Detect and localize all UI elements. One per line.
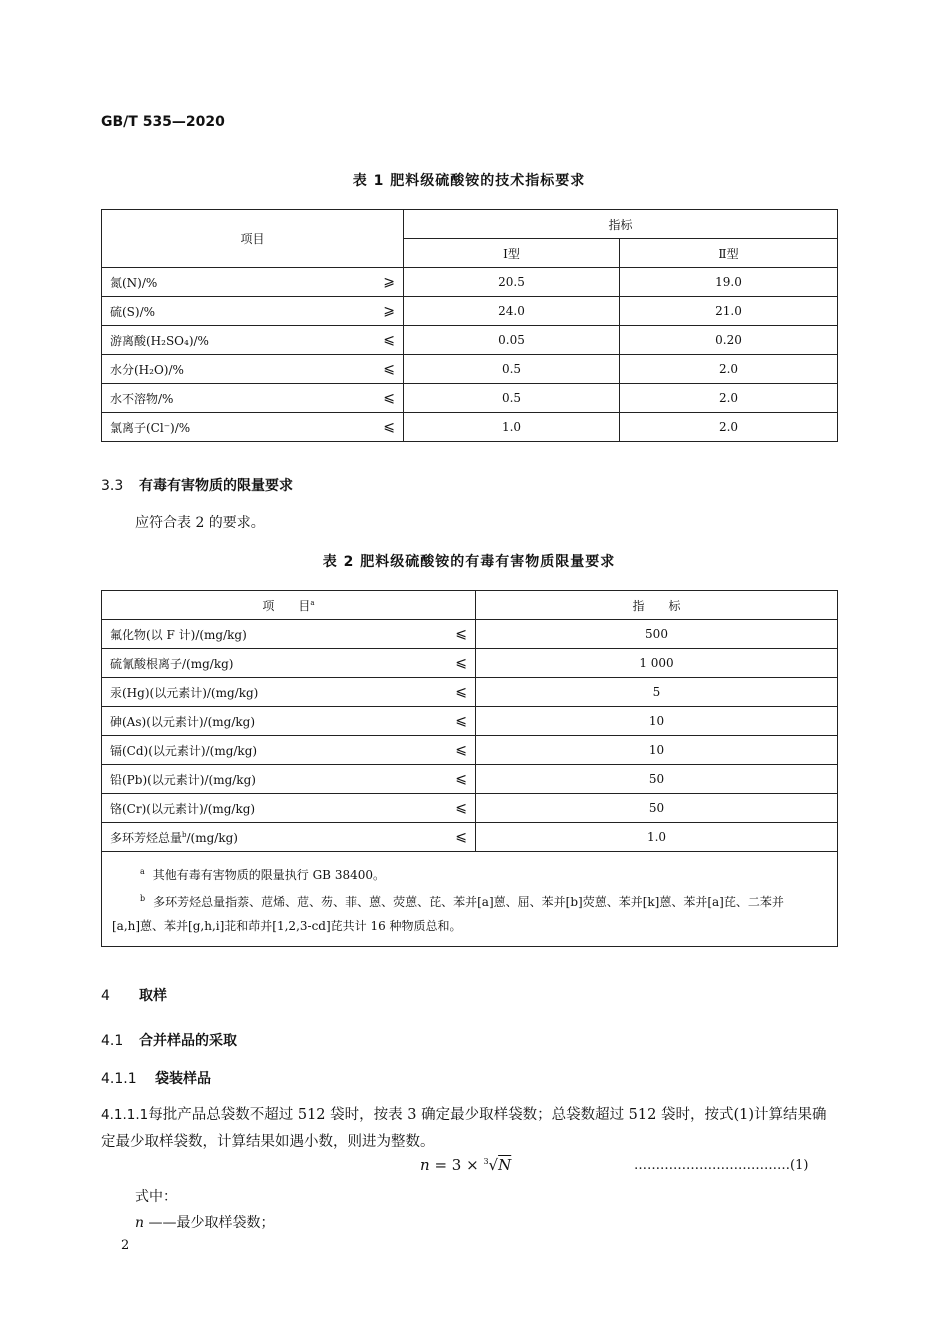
table1-row xyxy=(102,268,838,297)
section-4-heading: 4 取样 xyxy=(101,988,167,1004)
value-type2: 2.0 xyxy=(620,355,838,384)
section-3-3-heading xyxy=(101,475,293,495)
table2-head-item: 项 目$^a$ xyxy=(102,591,476,620)
row-label: 氯离子(Cl⁻)/% ⩽ xyxy=(102,413,404,442)
value-type2: 2.0 xyxy=(620,384,838,413)
comparison-sign: ⩽ xyxy=(383,361,395,377)
footnote-b: $^b$ 多环芳烃总量指萘、苊烯、苊、芴、菲、蒽、荧蒽、芘、苯并[a]蒽、屈、苯并[b]荧蒽、苯并[k]蒽、苯并[a]芘、二苯并 xyxy=(140,894,784,909)
table2-caption: 表 2 肥料级硫酸铵的有毒有害物质限量要求 xyxy=(322,554,616,570)
variable-definition: n ——最少取样袋数； xyxy=(135,1215,275,1231)
paragraph-number: 4.1.1.1 xyxy=(101,1107,149,1123)
value-type1: 1.0 xyxy=(404,413,620,442)
where-intro: 式中： xyxy=(135,1189,177,1205)
row-label: 水分(H₂O)/% ⩽ xyxy=(102,355,404,384)
value-type2: 19.0 xyxy=(620,268,838,297)
row-label: 氟化物(以 F 计)/(mg/kg) ⩽ xyxy=(102,620,476,649)
comparison-sign: ⩽ xyxy=(455,800,467,816)
formula-number: ………………………………(1) xyxy=(634,1158,809,1173)
table2-row xyxy=(102,620,838,649)
row-label: 游离酸(H₂SO₄)/% ⩽ xyxy=(102,326,404,355)
value-type2: 0.20 xyxy=(620,326,838,355)
table2-row xyxy=(102,794,838,823)
limit-value: 50 xyxy=(476,794,838,823)
section-4-1-1-heading: 4.1.1 袋装样品 xyxy=(101,1071,211,1087)
table2-row xyxy=(102,736,838,765)
footnote-mark: a xyxy=(310,598,315,607)
section-3-3-body: 应符合表 2 的要求。 xyxy=(135,515,265,531)
row-label: 硫(S)/% ⩾ xyxy=(102,297,404,326)
comparison-sign: ⩽ xyxy=(455,713,467,729)
table1-head-item: 项目 xyxy=(102,210,404,268)
table2-footnotes xyxy=(102,852,838,947)
paragraph-4-1-1-1 xyxy=(101,1102,837,1156)
limit-value: 50 xyxy=(476,765,838,794)
table1-head-type2: Ⅱ型 xyxy=(620,239,838,268)
value-type1: 0.5 xyxy=(404,384,620,413)
table1-row xyxy=(102,326,838,355)
table2-row xyxy=(102,823,838,852)
row-label: 硫氰酸根离子/(mg/kg) ⩽ xyxy=(102,649,476,678)
table1-row xyxy=(102,384,838,413)
row-label: 汞(Hg)(以元素计)/(mg/kg) ⩽ xyxy=(102,678,476,707)
row-label: 氮(N)/% ⩾ xyxy=(102,268,404,297)
limit-value: 500 xyxy=(476,620,838,649)
value-type1: 24.0 xyxy=(404,297,620,326)
value-type1: 20.5 xyxy=(404,268,620,297)
comparison-sign: ⩽ xyxy=(455,771,467,787)
row-label: 水不溶物/% ⩽ xyxy=(102,384,404,413)
page-number: 2 xyxy=(121,1238,130,1253)
section-title: 有毒有害物质的限量要求 xyxy=(139,478,293,494)
table1-head-index: 指标 xyxy=(404,210,838,239)
table2 xyxy=(101,590,838,947)
value-type1: 0.5 xyxy=(404,355,620,384)
comparison-sign: ⩽ xyxy=(455,655,467,671)
comparison-sign: ⩽ xyxy=(455,626,467,642)
table2-row xyxy=(102,707,838,736)
table1 xyxy=(101,209,838,442)
table1-caption: 表 1 肥料级硫酸铵的技术指标要求 xyxy=(352,173,586,189)
comparison-sign: ⩽ xyxy=(455,829,467,845)
comparison-sign: ⩽ xyxy=(455,742,467,758)
row-label: 铬(Cr)(以元素计)/(mg/kg) ⩽ xyxy=(102,794,476,823)
table2-row xyxy=(102,765,838,794)
comparison-sign: ⩽ xyxy=(383,332,395,348)
comparison-sign: ⩾ xyxy=(383,303,395,319)
row-label: 镉(Cd)(以元素计)/(mg/kg) ⩽ xyxy=(102,736,476,765)
footnote-b-cont: [a,h]蒽、苯并[g,h,i]苝和茚并[1,2,3-cd]芘共计 16 种物质总和。 xyxy=(112,919,462,933)
comparison-sign: ⩽ xyxy=(455,684,467,700)
footnote-a: $^a$ 其他有毒有害物质的限量执行 GB 38400。 xyxy=(140,867,385,882)
formula-1: n = 3 × $^3$√N xyxy=(420,1156,512,1174)
value-type2: 21.0 xyxy=(620,297,838,326)
comparison-sign: ⩽ xyxy=(383,390,395,406)
comparison-sign: ⩾ xyxy=(383,274,395,290)
table1-row xyxy=(102,297,838,326)
value-type2: 2.0 xyxy=(620,413,838,442)
row-label: 铅(Pb)(以元素计)/(mg/kg) ⩽ xyxy=(102,765,476,794)
row-label: 多环芳烃总量$^b$/(mg/kg) ⩽ xyxy=(102,823,476,852)
standard-code: GB/T 535—2020 xyxy=(101,114,225,130)
limit-value: 1.0 xyxy=(476,823,838,852)
comparison-sign: ⩽ xyxy=(383,419,395,435)
limit-value: 10 xyxy=(476,736,838,765)
limit-value: 5 xyxy=(476,678,838,707)
table2-row xyxy=(102,649,838,678)
table2-row xyxy=(102,678,838,707)
section-number: 3.3 xyxy=(101,478,124,494)
table1-row xyxy=(102,355,838,384)
table1-row xyxy=(102,413,838,442)
limit-value: 1 000 xyxy=(476,649,838,678)
limit-value: 10 xyxy=(476,707,838,736)
table1-head-type1: Ⅰ型 xyxy=(404,239,620,268)
paragraph-text: 每批产品总袋数不超过 512 袋时，按表 3 确定最少取样袋数；总袋数超过 512 袋时，按式(1)计算结果确定最少取样袋数，计算结果如遇小数，则进为整数。 xyxy=(101,1107,827,1150)
section-4-1-heading: 4.1 合并样品的采取 xyxy=(101,1033,237,1049)
row-label: 砷(As)(以元素计)/(mg/kg) ⩽ xyxy=(102,707,476,736)
table2-head-index: 指 标 xyxy=(476,591,838,620)
value-type1: 0.05 xyxy=(404,326,620,355)
